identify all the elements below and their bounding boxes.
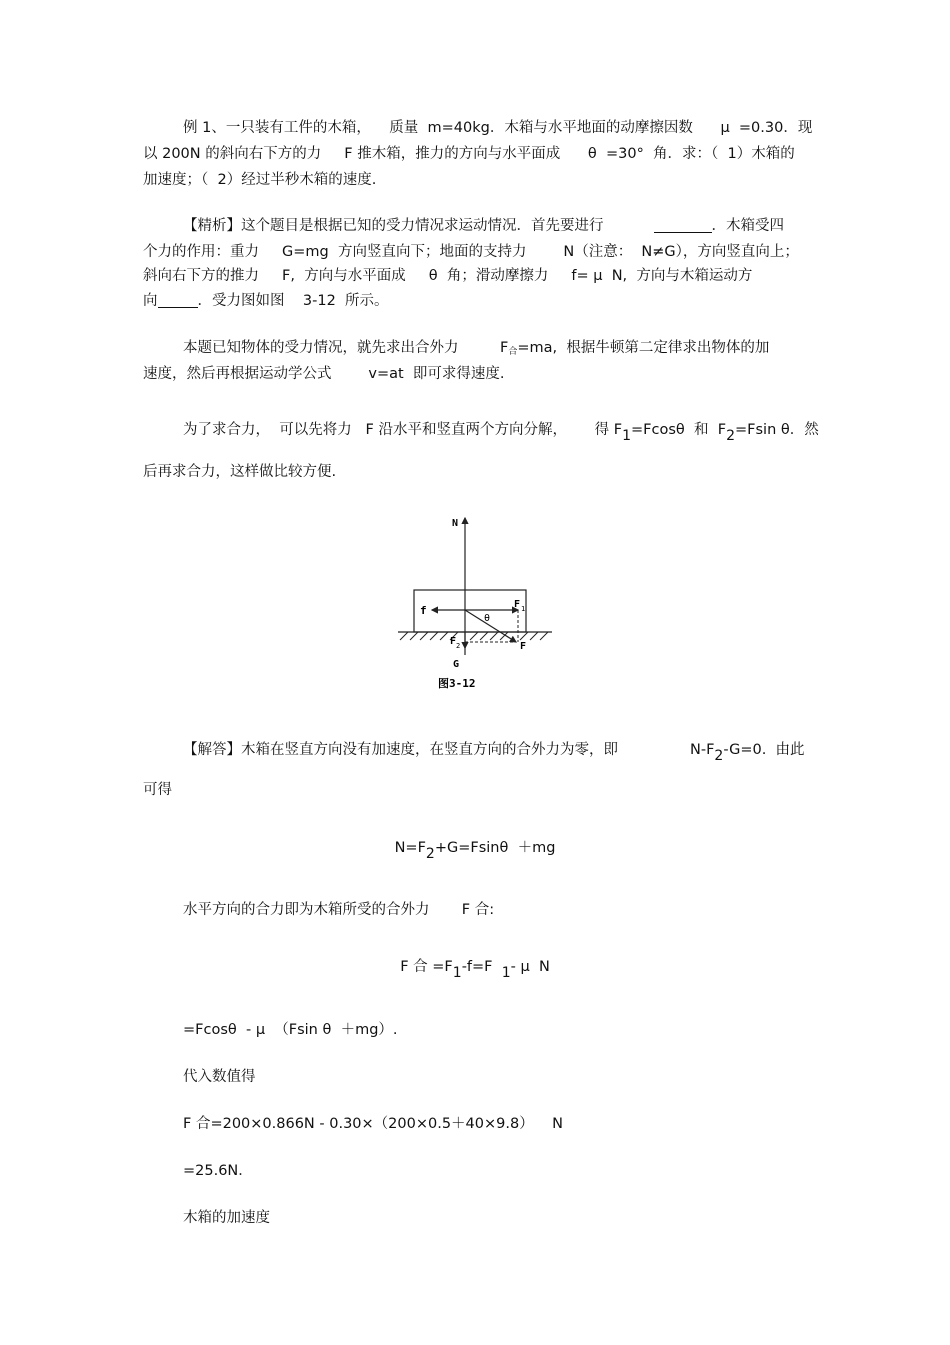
eq-text: N=F (394, 840, 426, 856)
subscript: 1 (452, 965, 462, 981)
analysis-text: 【精析】这个题目是根据已知的受力情况求运动情况．首先要进行 (183, 218, 604, 234)
solution-text: 【解答】木箱在竖直方向没有加速度，在竖直方向的合外力为零，即 (183, 742, 618, 758)
para3-line-2: 后再求合力，这样做比较方便. (143, 464, 337, 480)
para-text: 为了求合力， 可以先将力 F 沿水平和竖直两个方向分解， 得 F (183, 422, 623, 438)
equation-5: =25.6N． (183, 1163, 253, 1179)
equation-3: =Fcosθ - μ （Fsin θ ＋mg）. (183, 1022, 398, 1038)
eq-text: -f=F (461, 959, 502, 975)
problem-line-2: 以 200N 的斜向右下方的力 F 推木箱，推力的方向与水平面成 θ =30° 角．求：（ 1）木箱的 (143, 146, 795, 162)
solution-line-3: 水平方向的合力即为木箱所受的合外力 F 合: (183, 902, 495, 918)
eq-text: +G=Fsinθ ＋mg (434, 840, 556, 856)
analysis-line-2: 个力的作用：重力 G=mg 方向竖直向下；地面的支持力 N（注意： N≠G），方向竖直向上； (143, 244, 799, 260)
analysis-text: ．受力图如图 3-12 所示。 (197, 293, 389, 309)
label-theta: θ (484, 613, 491, 624)
equation-2 (0, 957, 950, 981)
wooden-box (414, 590, 526, 632)
para-text: =ma, 根据牛顿第二定律求出物体的加 (517, 340, 770, 356)
analysis-line-4 (143, 291, 389, 311)
subscript: 2 (425, 846, 435, 862)
para2-line-1 (183, 338, 769, 362)
solution-line-1-eq (690, 740, 805, 764)
label-F2-sub: 2 (456, 642, 461, 650)
subscript: 1 (622, 428, 632, 444)
analysis-text: ．木箱受四 (711, 218, 784, 234)
equation-1 (0, 838, 950, 862)
label-F1: F (514, 599, 521, 610)
problem-line-3: 加速度；（ 2）经过半秒木箱的速度. (143, 172, 377, 188)
label-f: f (420, 604, 427, 617)
analysis-line-3: 斜向右下方的推力 F, 方向与水平面成 θ 角；滑动摩擦力 f= μ N, 方向与木箱运动方 (143, 268, 753, 284)
figure-caption: 图3-12 (438, 677, 476, 690)
solution-line-5: 木箱的加速度 (183, 1210, 270, 1226)
para2-line-2: 速度，然后再根据运动学公式 v=at 即可求得速度. (143, 366, 505, 382)
subscript: 合 (508, 347, 518, 357)
para-text: =Fcosθ 和 F (631, 422, 727, 438)
fill-blank (654, 218, 712, 233)
equation-4: F 合=200×0.866N - 0.30×（200×0.5＋40×9.8） N (183, 1116, 563, 1132)
label-N: N (452, 518, 459, 529)
solution-text: N-F (690, 742, 715, 758)
para-text: =Fsin θ．然 (735, 422, 819, 438)
fill-blank (158, 293, 198, 308)
problem-line-1: 例 1、一只装有工件的木箱， 质量 m=40kg．木箱与水平地面的动摩擦因数 μ =0.30．现 (183, 120, 813, 136)
label-F2: F (450, 636, 457, 647)
subscript: 2 (726, 428, 735, 444)
label-F1-sub: 1 (521, 605, 526, 613)
eq-text: - μ N (510, 959, 550, 975)
label-G: G (453, 659, 460, 670)
solution-line-1 (183, 740, 618, 760)
para3-line-1 (183, 420, 819, 444)
label-F: F (520, 641, 527, 652)
eq-text: F 合 =F (400, 959, 453, 975)
analysis-line-1 (183, 216, 784, 236)
analysis-text: 向 (143, 293, 158, 309)
subscript: 2 (714, 748, 724, 764)
solution-line-4: 代入数值得 (183, 1069, 256, 1085)
subscript: 1 (501, 965, 511, 981)
solution-text: -G=0. 由此 (723, 742, 805, 758)
force-diagram (390, 510, 560, 695)
para-text: 本题已知物体的受力情况，就先求出合外力 F (183, 340, 509, 356)
ground-hatch (400, 632, 548, 640)
solution-line-2: 可得 (143, 782, 172, 798)
